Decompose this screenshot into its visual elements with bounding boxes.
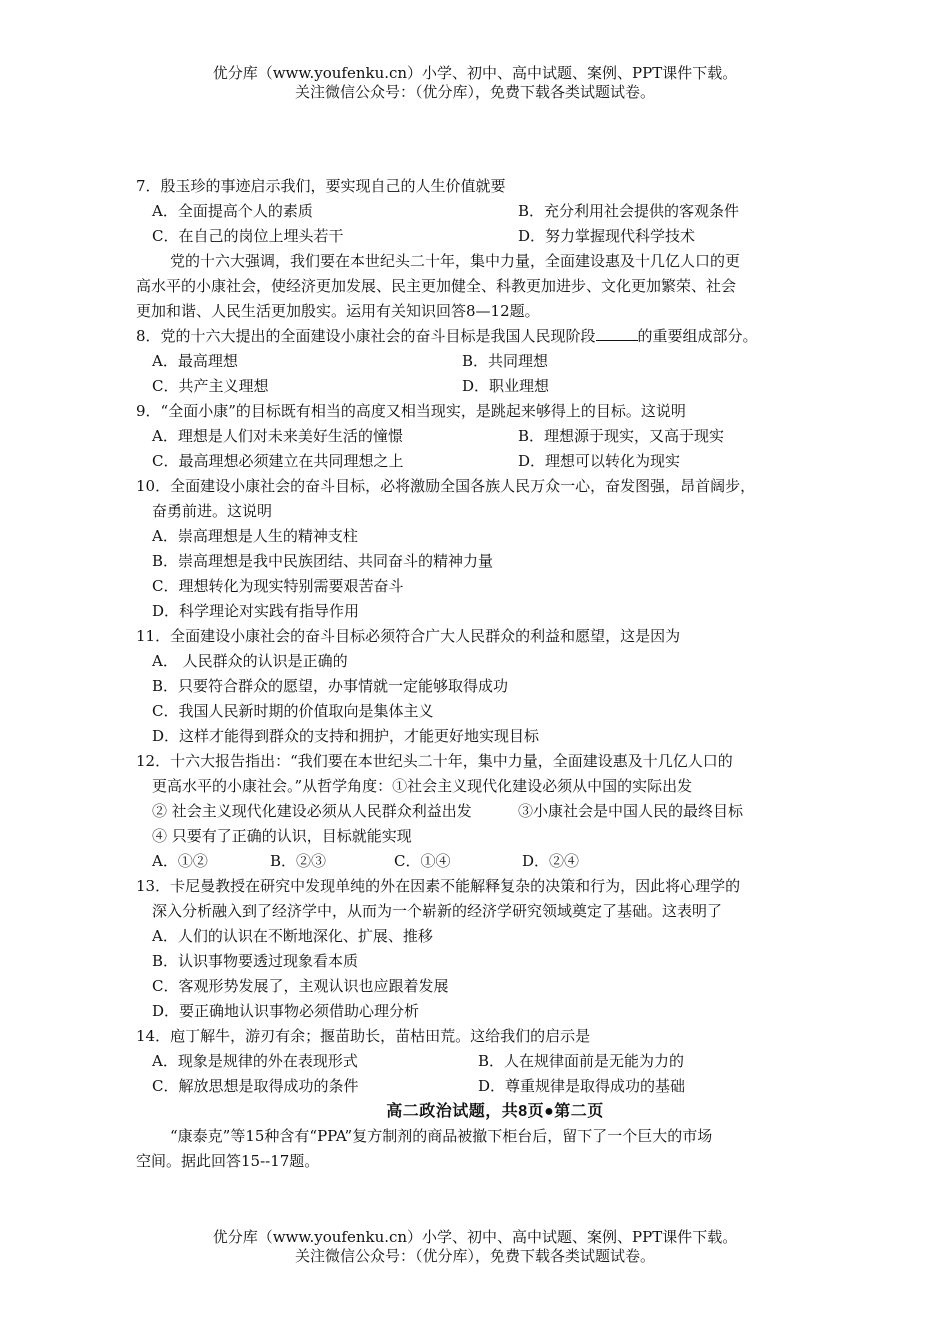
- footer-line-1: 优分库（www.youfenku.cn）小学、初中、高中试题、案例、PPT课件下载。: [212, 1228, 738, 1246]
- page-number-footer: [0, 1099, 950, 1124]
- q12-option-c: C．①④: [394, 852, 451, 870]
- q8-option-b: B．共同理想: [462, 352, 549, 370]
- q12-stem-line-2: 更高水平的小康社会。”从哲学角度：①社会主义现代化建设必须从中国的实际出发: [152, 777, 693, 795]
- q8-answer-blank: [596, 326, 638, 341]
- q13-stem-line-1: 13．卡尼曼教授在研究中发现单纯的外在因素不能解释复杂的决策和行为，因此将心理学的: [136, 877, 741, 895]
- q13-stem-line-2: 深入分析融入到了经济学中，从而为一个崭新的经济学研究领域奠定了基础。这表明了: [152, 902, 723, 920]
- q11-option-b: B．只要符合群众的愿望，办事情就一定能够取得成功: [152, 677, 509, 695]
- exam-content: [136, 174, 836, 1174]
- q9-stem: 9．“全面小康”的目标既有相当的高度又相当现实，是跳起来够得上的目标。这说明: [136, 402, 686, 420]
- q10-stem-line-2: 奋勇前进。这说明: [152, 502, 273, 520]
- q12-item-4: ④ 只要有了正确的认识，目标就能实现: [152, 827, 412, 845]
- q14-option-d: D．尊重规律是取得成功的基础: [478, 1077, 686, 1095]
- q8-option-a: A．最高理想: [152, 352, 238, 370]
- q9-options-row-1: [136, 424, 836, 449]
- q8-option-c: C．共产主义理想: [152, 377, 269, 395]
- q8-stem: [136, 324, 836, 349]
- q10-stem-line-1: 10．全面建设小康社会的奋斗目标，必将激励全国各族人民万众一心，奋发图强，昂首阔步，: [136, 477, 756, 495]
- header-line-2: 关注微信公众号：（优分库），免费下载各类试题试卷。: [294, 83, 655, 101]
- q7-option-d: D．努力掌握现代科学技术: [518, 227, 696, 245]
- passage-2-line-1: “康泰克”等15种含有“PPA”复方制剂的商品被撤下柜台后，留下了一个巨大的市场: [170, 1127, 713, 1145]
- q9-option-a: A．理想是人们对未来美好生活的憧憬: [152, 427, 403, 445]
- passage-2-line-2: 空间。据此回答15--17题。: [136, 1152, 320, 1170]
- q14-options-row-1: [136, 1049, 836, 1074]
- q13-option-c: C．客观形势发展了，主观认识也应跟着发展: [152, 977, 449, 995]
- q13-option-b: B．认识事物要透过现象看本质: [152, 952, 359, 970]
- q7-options-row-1: [136, 199, 836, 224]
- q14-option-c: C．解放思想是取得成功的条件: [152, 1077, 359, 1095]
- q12-items-row: [136, 799, 836, 824]
- q12-option-b: B．②③: [270, 852, 327, 870]
- q13-option-d: D．要正确地认识事物必须借助心理分析: [152, 1002, 420, 1020]
- q9-option-c: C．最高理想必须建立在共同理想之上: [152, 452, 404, 470]
- q7-stem: 7．殷玉珍的事迹启示我们，要实现自己的人生价值就要: [136, 177, 506, 195]
- passage-1-line-3: 更加和谐、人民生活更加殷实。运用有关知识回答8—12题。: [136, 302, 540, 320]
- q7-option-c: C．在自己的岗位上埋头若干: [152, 227, 344, 245]
- q14-option-b: B．人在规律面前是无能为力的: [478, 1052, 685, 1070]
- q9-option-d: D．理想可以转化为现实: [518, 452, 681, 470]
- q12-option-d: D．②④: [522, 852, 580, 870]
- q10-option-c: C．理想转化为现实特别需要艰苦奋斗: [152, 577, 404, 595]
- q7-option-a: A．全面提高个人的素质: [152, 202, 313, 220]
- q10-option-d: D．科学理论对实践有指导作用: [152, 602, 360, 620]
- page-number-text: 高二政治试题，共8页●第二页: [386, 1103, 604, 1120]
- q8-stem-start: 8．党的十六大提出的全面建设小康社会的奋斗目标是我国人民现阶段: [136, 327, 596, 345]
- q11-option-c: C．我国人民新时期的价值取向是集体主义: [152, 702, 434, 720]
- q12-stem-line-1: 12．十六大报告指出：“我们要在本世纪头二十年，集中力量，全面建设惠及十几亿人口的: [136, 752, 733, 770]
- q12-item-2: ② 社会主义现代化建设必须从人民群众利益出发: [152, 802, 472, 820]
- passage-1-line-1: 党的十六大强调，我们要在本世纪头二十年，集中力量，全面建设惠及十几亿人口的更: [170, 252, 741, 270]
- page-header: [0, 64, 950, 102]
- q8-options-row-1: [136, 349, 836, 374]
- q14-options-row-2: [136, 1074, 836, 1099]
- q11-option-a: A． 人民群众的认识是正确的: [152, 652, 348, 670]
- q10-option-a: A．崇高理想是人生的精神支柱: [152, 527, 358, 545]
- q13-option-a: A．人们的认识在不断地深化、扩展、推移: [152, 927, 433, 945]
- q12-item-3: ③小康社会是中国人民的最终目标: [518, 802, 744, 820]
- q7-option-b: B．充分利用社会提供的客观条件: [518, 202, 740, 220]
- q8-option-d: D．职业理想: [462, 377, 550, 395]
- q11-option-d: D．这样才能得到群众的支持和拥护，才能更好地实现目标: [152, 727, 540, 745]
- q8-stem-end: 的重要组成部分。: [637, 327, 758, 345]
- q14-stem: 14．庖丁解牛，游刃有余；揠苗助长，苗枯田荒。这给我们的启示是: [136, 1027, 591, 1045]
- q8-options-row-2: [136, 374, 836, 399]
- q9-option-b: B．理想源于现实，又高于现实: [518, 427, 725, 445]
- q11-stem: 11．全面建设小康社会的奋斗目标必须符合广大人民群众的利益和愿望，这是因为: [136, 627, 681, 645]
- q12-options-row: [136, 849, 836, 874]
- page-footer-banner: [0, 1228, 950, 1266]
- q9-options-row-2: [136, 449, 836, 474]
- footer-line-2: 关注微信公众号：（优分库），免费下载各类试题试卷。: [294, 1247, 655, 1265]
- q10-option-b: B．崇高理想是我中民族团结、共同奋斗的精神力量: [152, 552, 494, 570]
- q7-options-row-2: [136, 224, 836, 249]
- q12-option-a: A．①②: [152, 852, 208, 870]
- q14-option-a: A．现象是规律的外在表现形式: [152, 1052, 358, 1070]
- passage-1-line-2: 高水平的小康社会，使经济更加发展、民主更加健全、科教更加进步、文化更加繁荣、社会: [136, 277, 737, 295]
- header-line-1: 优分库（www.youfenku.cn）小学、初中、高中试题、案例、PPT课件下载。: [212, 64, 738, 82]
